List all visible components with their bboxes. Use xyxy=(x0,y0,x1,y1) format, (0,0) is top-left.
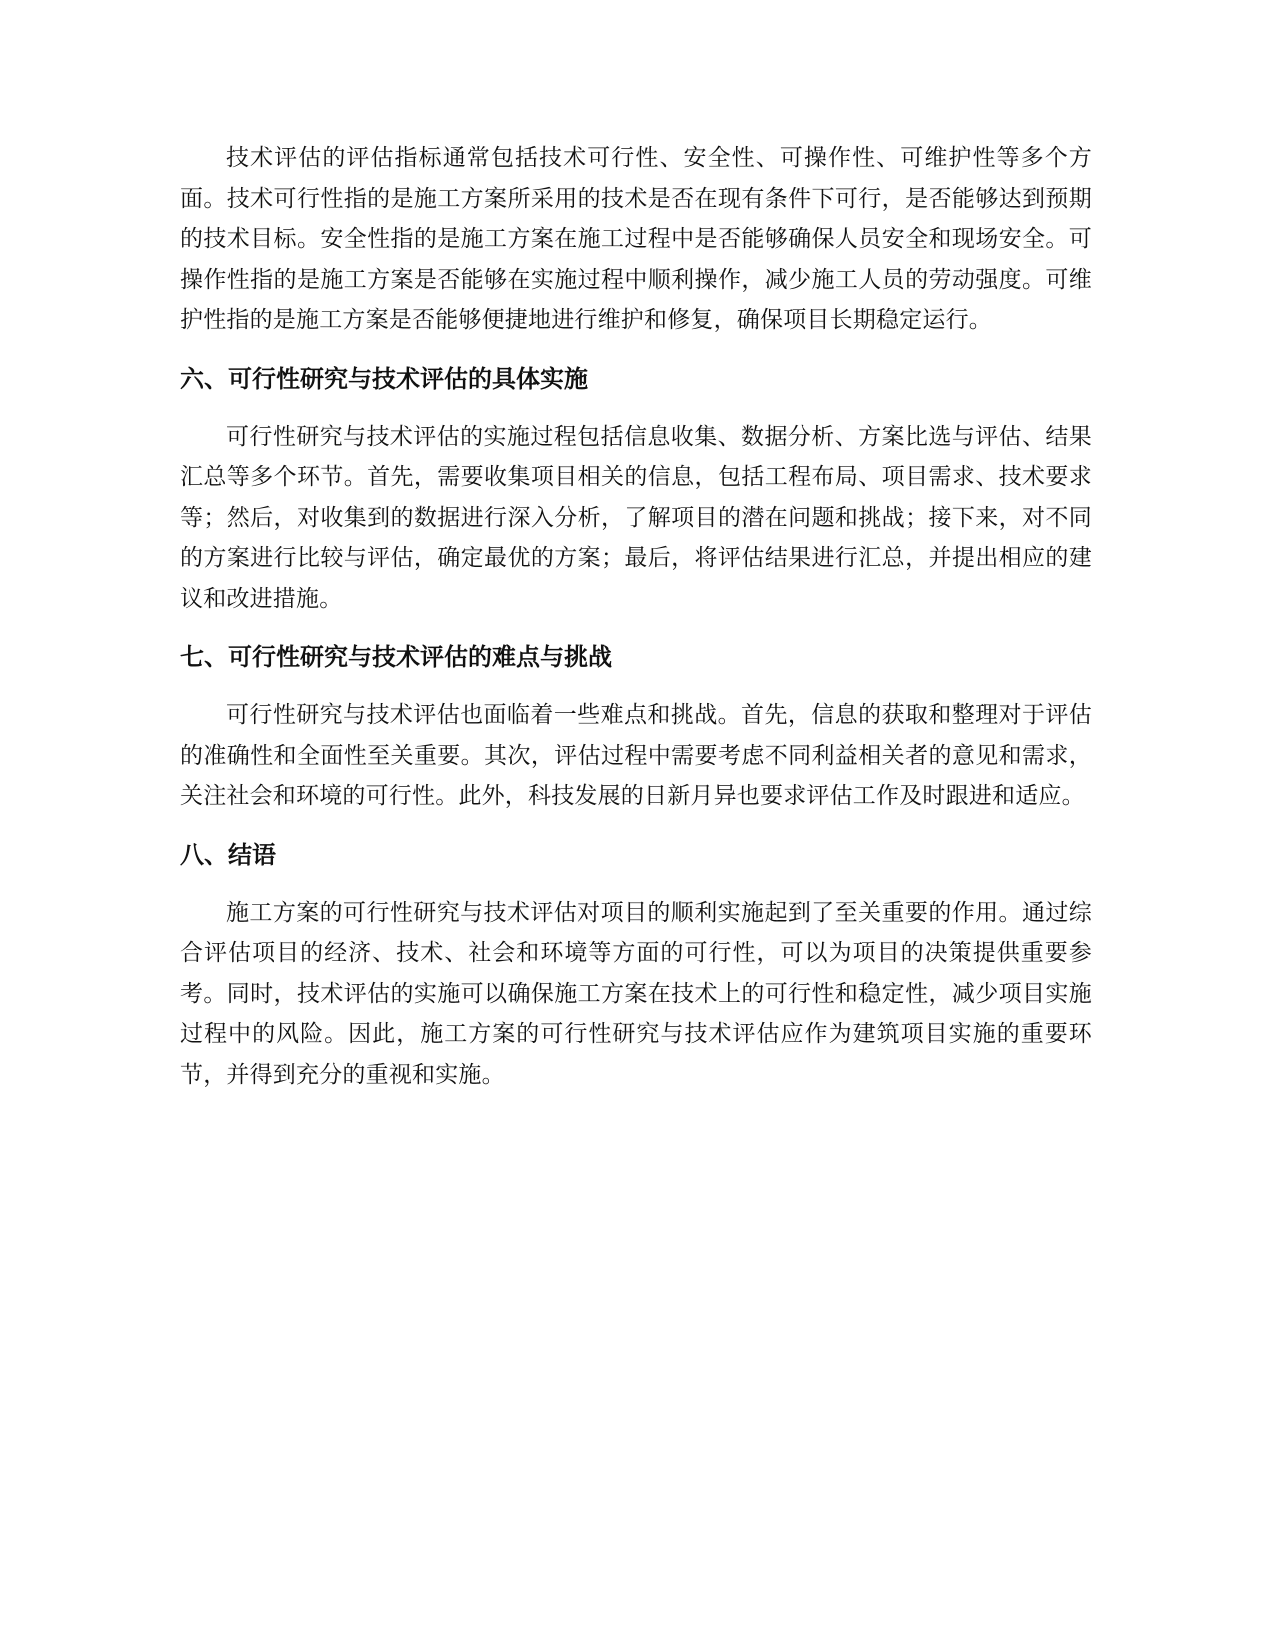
paragraph-challenges: 可行性研究与技术评估也面临着一些难点和挑战。首先，信息的获取和整理对于评估的准确性和全面性至关重要。其次，评估过程中需要考虑不同利益相关者的意见和需求，关注社会和环境的可行性。此外，科技发展的日新月异也要求评估工作及时跟进和适应。 xyxy=(180,702,1092,809)
section-heading-conclusion: 八、结语 xyxy=(180,840,276,869)
paragraph-evaluation-indicators: 技术评估的评估指标通常包括技术可行性、安全性、可操作性、可维护性等多个方面。技术可行性指的是施工方案所采用的技术是否在现有条件下可行，是否能够达到预期的技术目标。安全性指的是施工方案在施工过程中是否能够确保人员安全和现场安全。可操作性指的是施工方案是否能够在实施过程中顺利操作，减少施工人员的劳动强度。可维护性指的是施工方案是否能够便捷地进行维护和修复，确保项目长期稳定运行。 xyxy=(180,145,1092,333)
section-heading-challenges: 七、可行性研究与技术评估的难点与挑战 xyxy=(180,643,612,671)
paragraph-conclusion: 施工方案的可行性研究与技术评估对项目的顺利实施起到了至关重要的作用。通过综合评估项目的经济、技术、社会和环境等方面的可行性，可以为项目的决策提供重要参考。同时，技术评估的实施可以确保施工方案在技术上的可行性和稳定性，减少项目实施过程中的风险。因此，施工方案的可行性研究与技术评估应作为建筑项目实施的重要环节，并得到充分的重视和实施。 xyxy=(180,899,1092,1088)
document-body xyxy=(180,138,1092,1095)
section-heading-implementation: 六、可行性研究与技术评估的具体实施 xyxy=(180,364,588,393)
paragraph-implementation: 可行性研究与技术评估的实施过程包括信息收集、数据分析、方案比选与评估、结果汇总等多个环节。首先，需要收集项目相关的信息，包括工程布局、项目需求、技术要求等；然后，对收集到的数据进行深入分析，了解项目的潜在问题和挑战；接下来，对不同的方案进行比较与评估，确定最优的方案；最后，将评估结果进行汇总，并提出相应的建议和改进措施。 xyxy=(180,423,1092,612)
